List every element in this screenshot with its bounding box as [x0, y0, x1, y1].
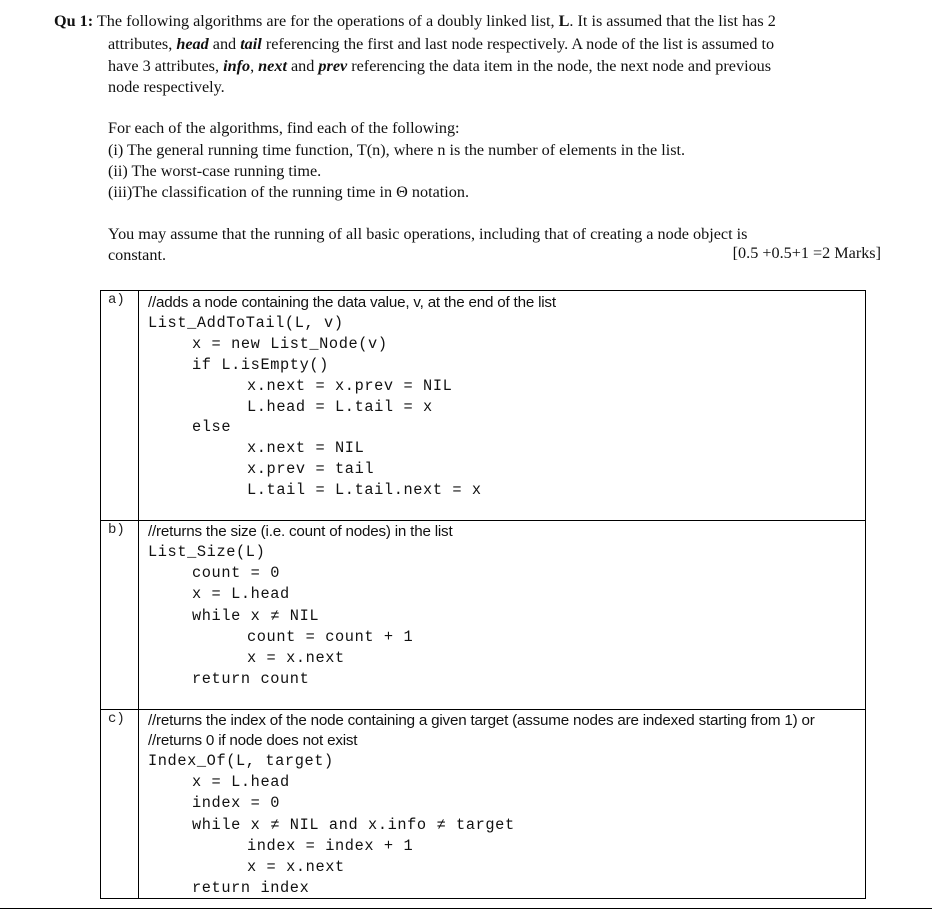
question-label: Qu 1 — [54, 12, 88, 30]
code-line: count = count + 1 — [247, 628, 414, 646]
code-line: if L.isEmpty() — [192, 356, 329, 374]
algorithm-box-c — [100, 709, 866, 899]
code-line: Index_Of(L, target) — [148, 752, 334, 770]
code-comment: //returns the size (i.e. count of nodes) in the list — [148, 523, 453, 540]
box-divider — [138, 710, 139, 898]
code-line: return index — [192, 879, 310, 897]
question-intro-text-1: The following algorithms are for the operations of a doubly linked list, L. It is assumed that the list has 2 — [96, 12, 776, 30]
code-line: x.next = NIL — [247, 439, 365, 457]
code-line: x = L.head — [192, 585, 290, 603]
algorithm-box-b — [100, 520, 866, 710]
assumption-line-1: You may assume that the running of all basic operations, including that of creating a node object is — [108, 225, 748, 243]
code-line: L.tail = L.tail.next = x — [247, 481, 482, 499]
code-line: List_AddToTail(L, v) — [148, 314, 344, 332]
code-line: while x ≠ NIL and x.info ≠ target — [192, 816, 515, 834]
algorithm-label: b) — [108, 522, 125, 538]
code-line: count = 0 — [192, 564, 281, 582]
question-intro-line-3: have 3 attributes, info, next and prev referencing the data item in the node, the next node and previous — [108, 57, 772, 75]
code-line: x = new List_Node(v) — [192, 335, 388, 353]
algorithm-label: c) — [108, 711, 125, 727]
code-line: x.next = x.prev = NIL — [247, 377, 453, 395]
code-line: return count — [192, 670, 310, 688]
code-comment: //adds a node containing the data value, v, at the end of the list — [148, 294, 556, 311]
assumption-line-2: constant. — [108, 246, 166, 264]
code-line: x = x.next — [247, 649, 345, 667]
code-line: while x ≠ NIL — [192, 607, 320, 625]
box-divider — [138, 291, 139, 520]
code-comment: //returns the index of the node containing a given target (assume nodes are indexed starting from 1) or — [148, 712, 815, 729]
instruction-line-4: (iii)The classification of the running time in Θ notation. — [108, 183, 469, 201]
algorithm-label: a) — [108, 292, 125, 308]
code-line: index = index + 1 — [247, 837, 414, 855]
code-line: List_Size(L) — [148, 543, 266, 561]
instruction-line-3: (ii) The worst-case running time. — [108, 162, 322, 180]
instruction-line-2: (i) The general running time function, T(n), where n is the number of elements in the list. — [108, 141, 686, 159]
box-divider — [138, 521, 139, 709]
question-intro-line-1 — [54, 12, 776, 31]
code-line: else — [192, 418, 232, 436]
code-comment: //returns 0 if node does not exist — [148, 732, 358, 749]
code-line: index = 0 — [192, 794, 281, 812]
algorithm-box-a — [100, 290, 866, 521]
code-line: x.prev = tail — [247, 460, 375, 478]
code-line: x = L.head — [192, 773, 290, 791]
question-intro-line-4: node respectively. — [108, 78, 225, 96]
marks-allocation: [0.5 +0.5+1 =2 Marks] — [732, 244, 881, 262]
code-line: x = x.next — [247, 858, 345, 876]
question-intro-line-2: attributes, head and tail referencing the first and last node respectively. A node of the list is assumed to — [108, 35, 775, 53]
instruction-line-1: For each of the algorithms, find each of the following: — [108, 119, 460, 137]
question-label-colon: : — [87, 12, 94, 30]
code-line: L.head = L.tail = x — [247, 398, 433, 416]
page-bottom-rule — [0, 908, 932, 909]
